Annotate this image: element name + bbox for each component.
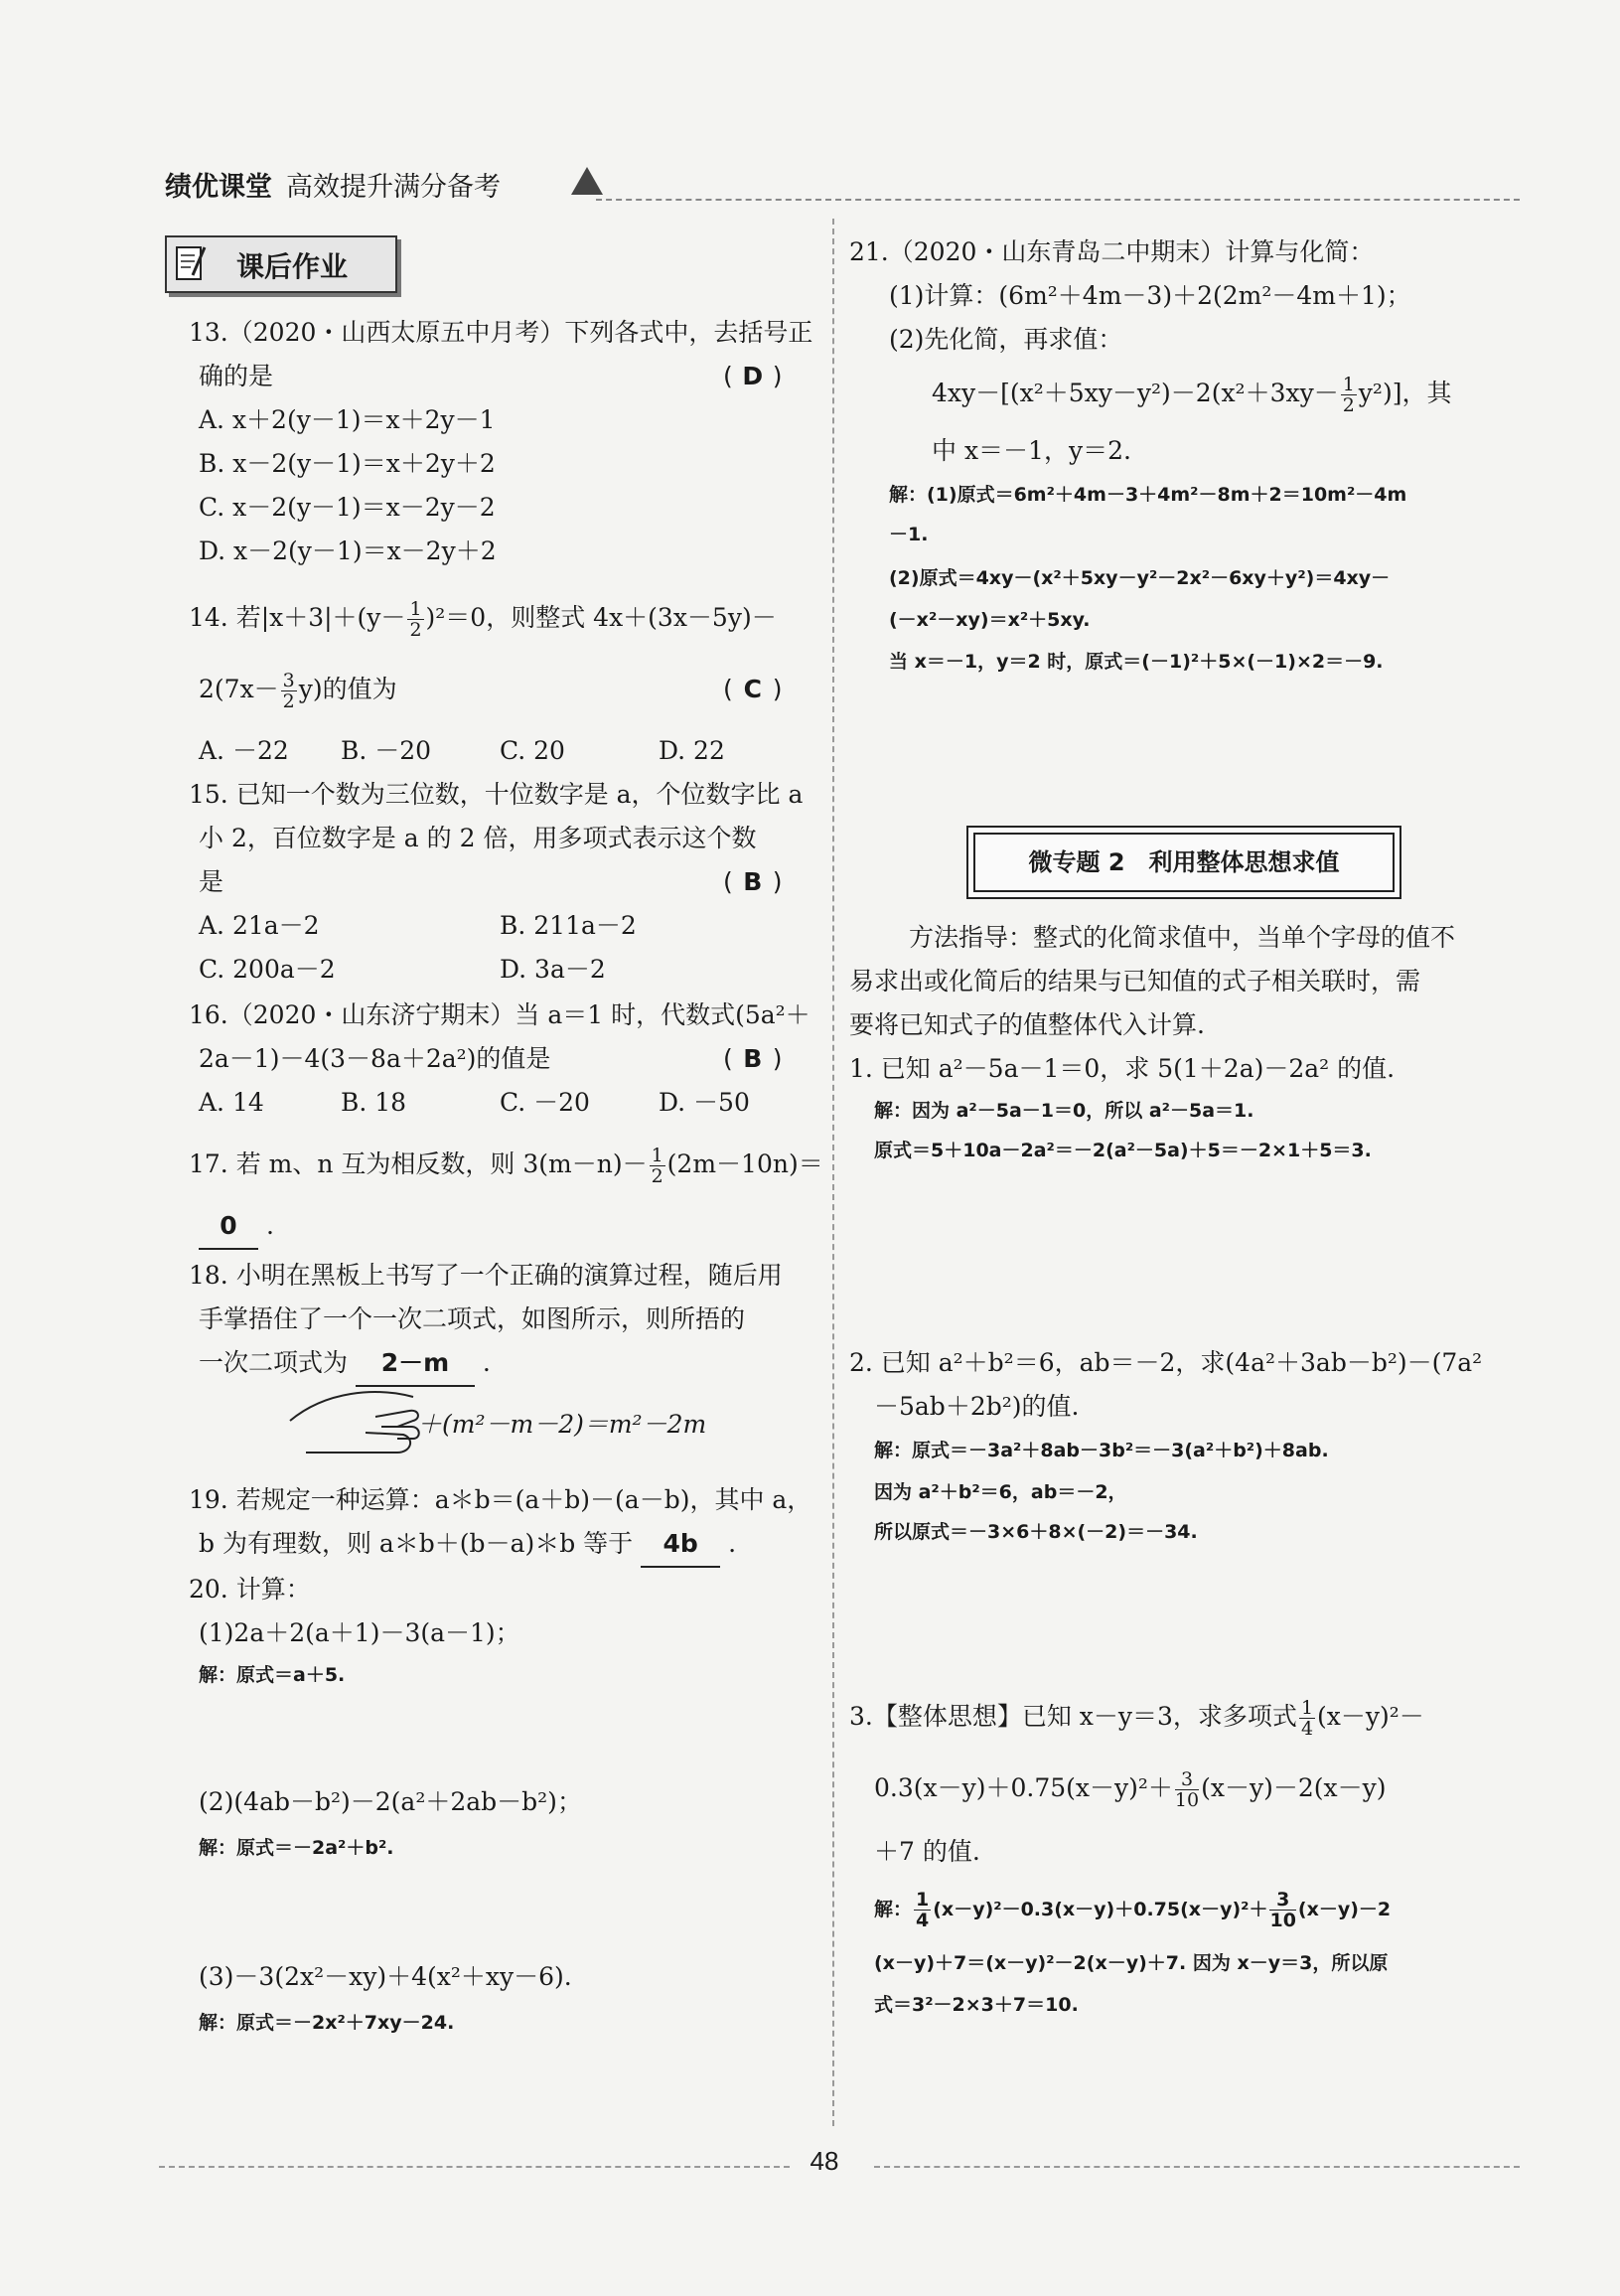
q21-part2: (2)先化简，再求值： [889,325,1123,354]
t3-line1-b: (x－y)²－ [1317,1702,1424,1731]
q15-answer-value: B [743,867,763,896]
q18-equation: ＋(m²－m－2)＝m²－2m [417,1410,707,1439]
t3-fraction-1 [1299,1698,1315,1739]
q21-expr-line2: 中 x＝－1，y＝2. [932,436,1131,465]
t1-question: 1. 已知 a²－5a－1＝0，求 5(1＋2a)－2a² 的值. [849,1054,1396,1083]
hand-covering-icon [286,1383,425,1462]
footer-divider-left [159,2166,790,2168]
frac-num: 1 [916,1889,930,1911]
q20-solution3: 解：原式＝－2x²＋7xy－24. [199,2012,455,2034]
q20-part3: (3)－3(2x²－xy)＋4(x²＋xy－6). [199,1962,572,1991]
q16-line1: 16.（2020・山东济宁期末）当 a＝1 时，代数式(5a²＋ [189,1000,810,1029]
t3-solution2: (x－y)＋7＝(x－y)²－2(x－y)＋7. 因为 x－y＝3，所以原 [874,1952,1389,1974]
q17-line1 [189,1143,823,1186]
t3-line3: ＋7 的值. [874,1837,980,1866]
q14-fraction-1 [407,599,423,640]
q18-line3: 一次二项式为 2－m . [199,1341,491,1387]
q17-answer-value: 0 [199,1204,258,1250]
q15-answer: ( B ) [723,860,783,904]
method-line2: 易求出或化简后的结果与已知值的式子相关联时，需 [849,967,1421,995]
t3-line2-b: (x－y)－2(x－y) [1201,1773,1387,1802]
q14-line2 [199,668,397,711]
q16-option-b: B. 18 [341,1088,407,1117]
q17-fraction [650,1146,665,1186]
q19-line2: b 为有理数，则 a＊b＋(b－a)＊b 等于 4b . [199,1522,736,1568]
q15-option-d: D. 3a－2 [500,955,606,984]
q16-answer: ( B ) [723,1037,783,1081]
frac-num: 3 [1269,1890,1295,1911]
q15-option-c: C. 200a－2 [199,955,336,984]
frac-num: 1 [1342,374,1355,395]
q21-solution1-b: －1. [889,524,929,545]
q14-option-a: A. －22 [199,736,289,765]
q13-option-b: B. x－2(y－1)＝x＋2y＋2 [199,449,496,478]
t2-line1: 2. 已知 a²＋b²＝6，ab＝－2，求(4a²＋3ab－b²)－(7a² [849,1348,1483,1377]
t3-line1 [849,1695,1424,1739]
q16-line2: 2a－1)－4(3－8a＋2a²)的值是 [199,1044,551,1073]
q20-title: 20. 计算： [189,1575,311,1604]
q14-line2-b: y)的值为 [298,675,397,703]
q17-answer-line: 0 . [199,1204,274,1250]
method-line1: 方法指导：整式的化简求值中，当单个字母的值不 [909,923,1456,952]
brand-name: 绩优课堂 [165,172,272,203]
t3-solution1-b: (x－y)²－0.3(x－y)＋0.75(x－y)²＋ [933,1899,1268,1920]
q21-expr-a: 4xy－[(x²＋5xy－y²)－2(x²＋3xy－ [932,379,1339,407]
t3-solution1-a: 解： [874,1899,913,1920]
q18-answer-value: 2－m [356,1341,475,1387]
q13-line1: 13.（2020・山西太原五中月考）下列各式中，去括号正 [189,318,813,347]
q20-solution2: 解：原式＝－2a²＋b². [199,1837,394,1859]
t1-solution1: 解：因为 a²－5a－1＝0，所以 a²－5a＝1. [874,1100,1254,1122]
frac-den: 2 [1342,394,1355,416]
q21-solution2-a: (2)原式＝4xy－(x²＋5xy－y²－2x²－6xy＋y²)＝4xy－ [889,567,1391,589]
q16-answer-value: B [743,1044,763,1073]
page-number: 48 [810,2146,839,2176]
q21-solution2-b: (－x²－xy)＝x²＋5xy. [889,609,1091,631]
q21-line1: 21.（2020・山东青岛二中期末）计算与化简： [849,237,1375,266]
section-title-box [165,235,397,293]
q21-expression [932,372,1451,415]
frac-num: 1 [1300,1697,1314,1719]
t3-solution3: 式＝3²－2×3＋7＝10. [874,1994,1079,2016]
t3-sol-fraction-2 [1269,1890,1295,1930]
q21-part1: (1)计算：(6m²＋4m－3)＋2(2m²－4m＋1)； [889,281,1411,310]
topic-title: 微专题 2 利用整体思想求值 [1028,848,1340,876]
q19-line2-text: b 为有理数，则 a＊b＋(b－a)＊b 等于 [199,1529,634,1558]
q13-option-d: D. x－2(y－1)＝x－2y＋2 [199,536,497,565]
q16-option-c: C. －20 [500,1088,590,1117]
frac-den: 2 [651,1165,663,1187]
q13-answer-value: D [742,362,764,390]
q14-answer: ( C ) [723,668,783,711]
t3-line1-a: 3.【整体思想】已知 x－y＝3，求多项式 [849,1702,1297,1731]
t2-line2: －5ab＋2b²)的值. [874,1392,1080,1421]
q21-solution1-a: 解：(1)原式＝6m²＋4m－3＋4m²－8m＋2＝10m²－4m [889,484,1407,506]
q14-line1 [189,596,777,640]
footer-divider-right [874,2166,1520,2168]
t2-solution1: 解：原式＝－3a²＋8ab－3b²＝－3(a²＋b²)＋8ab. [874,1440,1329,1461]
q15-line3: 是 [199,867,224,896]
q14-answer-value: C [743,675,762,703]
section-title: 课后作业 [236,250,349,283]
frac-den: 2 [409,619,422,641]
q16-option-a: A. 14 [199,1088,264,1117]
frac-den: 10 [1174,1789,1200,1811]
q18-line1: 18. 小明在黑板上书写了一个正确的演算过程，随后用 [189,1261,783,1290]
q13-option-a: A. x＋2(y－1)＝x＋2y－1 [199,405,496,434]
pencil-notebook-icon [175,243,209,283]
frac-den: 10 [1269,1910,1296,1931]
frac-num: 3 [282,670,295,691]
q17-line1-b: (2m－10n)＝ [666,1149,823,1178]
frac-den: 4 [1300,1718,1314,1740]
q21-fraction [1341,375,1357,415]
q18-line2: 手掌捂住了一个一次二项式，如图所示，则所捂的 [199,1304,746,1333]
brand-tagline: 高效提升满分备考 [286,172,501,203]
column-divider [832,219,834,2126]
q21-expr-b: y²)]，其 [1358,379,1452,407]
q15-line1: 15. 已知一个数为三位数，十位数字是 a，个位数字比 a [189,780,804,809]
q13-option-c: C. x－2(y－1)＝x－2y－2 [199,493,496,522]
q15-option-b: B. 211a－2 [500,911,637,940]
t3-line2 [874,1766,1386,1810]
q14-line1-b: )²＝0，则整式 4x＋(3x－5y)－ [425,603,777,632]
q20-solution1: 解：原式＝a＋5. [199,1664,346,1686]
t3-line2-a: 0.3(x－y)＋0.75(x－y)²＋ [874,1773,1173,1802]
method-line3: 要将已知式子的值整体代入计算. [849,1010,1205,1039]
q20-part2: (2)(4ab－b²)－2(a²＋2ab－b²)； [199,1787,582,1816]
q19-answer-value: 4b [641,1522,720,1568]
q13-answer: ( D ) [723,355,783,398]
q17-line1-a: 17. 若 m、n 互为相反数，则 3(m－n)－ [189,1149,648,1178]
q19-line1: 19. 若规定一种运算：a＊b＝(a＋b)－(a－b)，其中 a， [189,1485,812,1514]
q18-line3-text: 一次二项式为 [199,1348,349,1377]
q14-option-c: C. 20 [500,736,565,765]
t2-solution3: 所以原式＝－3×6＋8×(－2)＝－34. [874,1521,1198,1543]
q21-solution2-c: 当 x＝－1，y＝2 时，原式＝(－1)²＋5×(－1)×2＝－9. [889,651,1384,673]
frac-den: 4 [916,1910,930,1931]
t3-solution1 [874,1890,1391,1930]
frac-num: 1 [409,598,422,620]
t3-fraction-2 [1175,1769,1199,1810]
frac-num: 1 [651,1145,663,1166]
topic-title-box [973,833,1395,892]
header-brand [165,165,501,204]
q14-line1-a: 14. 若|x＋3|＋(y－ [189,603,406,632]
frac-den: 2 [282,690,295,712]
q14-option-b: B. －20 [341,736,432,765]
q14-line2-a: 2(7x－ [199,675,279,703]
q15-option-a: A. 21a－2 [199,911,320,940]
q20-part1: (1)2a＋2(a＋1)－3(a－1)； [199,1618,520,1647]
q16-option-d: D. －50 [659,1088,750,1117]
t3-solution1-c: (x－y)－2 [1297,1899,1392,1920]
t3-sol-fraction-1 [914,1890,931,1930]
frac-num: 3 [1175,1769,1199,1790]
q15-line2: 小 2，百位数字是 a 的 2 倍，用多项式表示这个数 [199,824,757,852]
t2-solution2: 因为 a²＋b²＝6，ab＝－2， [874,1481,1127,1503]
brand-triangle-icon [571,167,603,195]
q14-fraction-2 [281,671,297,711]
t1-solution2: 原式＝5＋10a－2a²＝－2(a²－5a)＋5＝－2×1＋5＝3. [874,1140,1372,1161]
q14-option-d: D. 22 [659,736,725,765]
header-divider [596,199,1520,201]
q13-line2: 确的是 [199,362,274,390]
